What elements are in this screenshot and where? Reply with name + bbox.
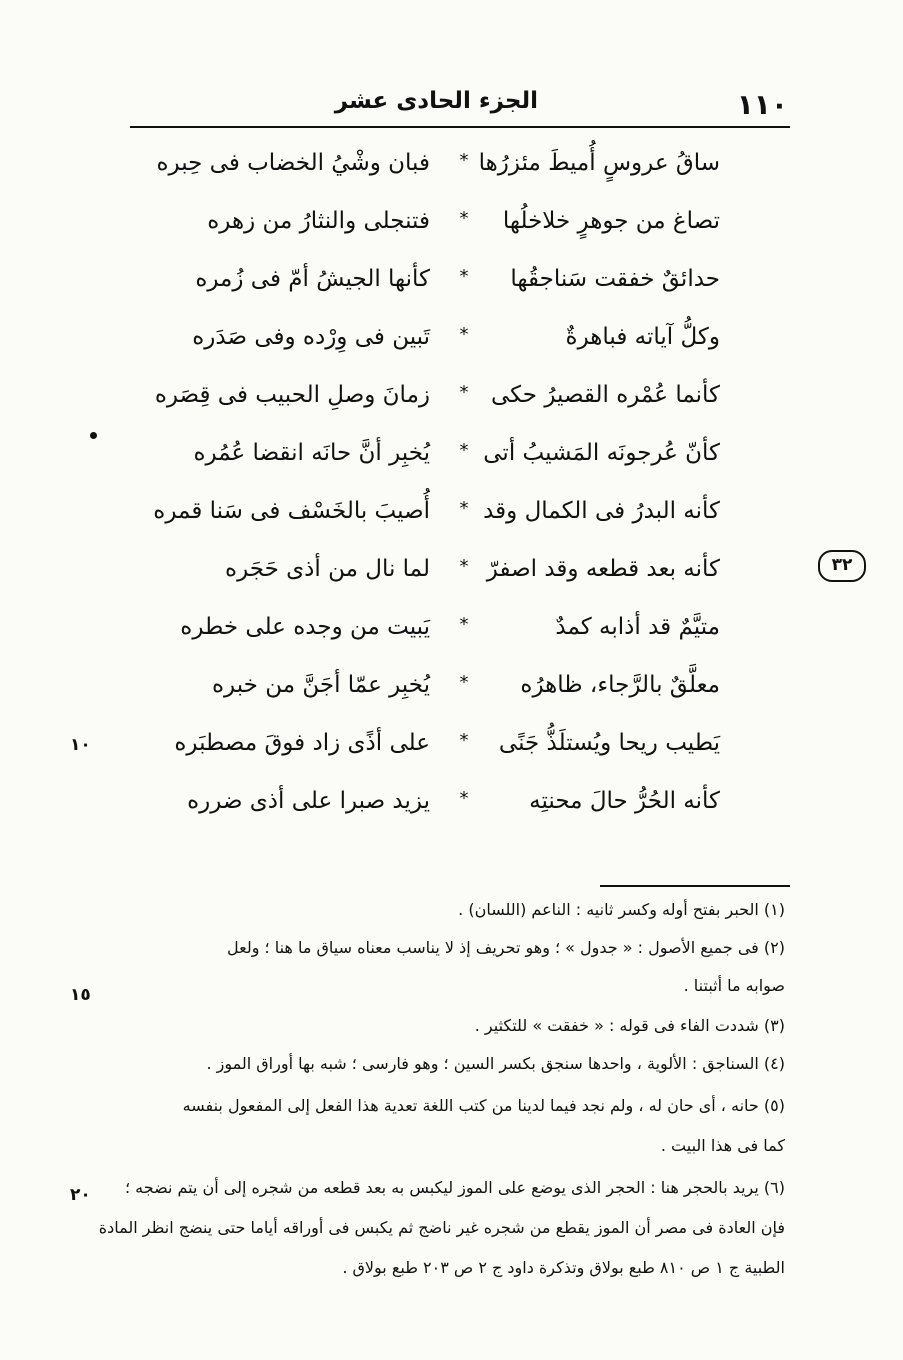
footnote: (٢) فى جميع الأصول : « جدول » ؛ وهو تحريف إذ لا يناسب معناه سياق ما هنا ؛ ولعل [227, 938, 785, 957]
first-hemistich: كأنه الحُرُّ حالَ محنتِه [529, 788, 720, 814]
footnote: (٥) حانه ، أى حان له ، ولم نجد فيما لدينا من كتب اللغة تعدية هذا الفعل إلى المفعول بنفسه [182, 1096, 785, 1115]
second-hemistich: كأنها الجيشُ أمّ فى زُمره [195, 266, 430, 292]
first-hemistich: كأنّ عُرجونَه المَشيبُ أتى [483, 440, 720, 466]
verse-separator: * [459, 150, 469, 171]
verse-separator: * [459, 382, 469, 403]
verse-separator: * [459, 324, 469, 345]
manuscript-page-badge: ٣٢ [818, 550, 866, 582]
verse-separator: * [459, 498, 469, 519]
first-hemistich: يَطيب ريحا ويُستلَذُّ جَنًى [498, 730, 720, 756]
first-hemistich: كأنه البدرُ فى الكمال وقد [483, 498, 720, 524]
second-hemistich: يُخبِر عمّا أجَنَّ من خبره [212, 672, 430, 698]
verse [174, 730, 720, 782]
first-hemistich: وكلُّ آياته فباهرةٌ [565, 324, 720, 350]
first-hemistich: متيَّمٌ قد أذابه كمدٌ [555, 614, 720, 640]
verse-separator: * [459, 788, 469, 809]
verse-separator: * [459, 614, 469, 635]
verse [200, 556, 720, 608]
verse-separator: * [459, 440, 469, 461]
margin-line-number: ٢٠ [70, 1185, 91, 1205]
verse [187, 788, 720, 840]
margin-line-number: ١٠ [70, 735, 91, 755]
first-hemistich: كأنه بعد قطعه وقد اصفرّ [486, 556, 720, 582]
verse [154, 382, 720, 434]
second-hemistich: زمانَ وصلِ الحبيب فى قِصَره [154, 382, 430, 408]
verse-separator: * [459, 266, 469, 287]
footnote-continuation: صوابه ما أثبتنا . [683, 976, 785, 995]
verse [195, 266, 720, 318]
first-hemistich: حدائقٌ خفقت سَناجقُها [510, 266, 720, 292]
second-hemistich: فتنجلى والنثارُ من زهره [207, 208, 430, 234]
second-hemistich: أُصيبَ بالخَسْف فى سَنا قمره [153, 498, 430, 524]
page-header [130, 88, 788, 126]
verse [156, 150, 720, 202]
page-number: ١١٠ [736, 88, 788, 121]
footnote-continuation: الطبية ج ١ ص ٨١٠ طبع بولاق وتذكرة داود ج ٢ ص ٢٠٣ طبع بولاق . [342, 1258, 785, 1277]
verse-separator: * [459, 556, 469, 577]
footnote: (٤) السناجق : الألوية ، واحدها سنجق بكسر السين ؛ وهو فارسى ؛ شبه بها أوراق الموز . [206, 1054, 785, 1073]
footnote-continuation: فإن العادة فى مصر أن الموز يقطع من شجره غير ناضج ثم يكبس فى أوراقه أياما حتى ينضج انظر المادة [98, 1218, 785, 1237]
verse [192, 324, 720, 376]
second-hemistich: على أذًى زاد فوقَ مصطبَره [174, 730, 430, 756]
verse [180, 614, 720, 666]
verse-separator: * [459, 730, 469, 751]
first-hemistich: كأنما عُمْره القصيرُ حكى [490, 382, 720, 408]
footnote: (٣) شددت الفاء فى قوله : « خفقت » للتكثير . [474, 1016, 785, 1035]
running-title: الجزء الحادى عشر [334, 88, 538, 114]
margin-line-number: ١٥ [70, 985, 91, 1005]
header-rule [130, 126, 790, 128]
footnote: (١) الحبر بفتح أوله وكسر ثانيه : الناعم (اللسان) . [458, 900, 785, 919]
second-hemistich: لما نال من أذى حَجَره [225, 556, 430, 582]
second-hemistich: يُخبِر أنَّ حانَه انقضا عُمُره [193, 440, 430, 466]
first-hemistich: تصاغ من جوهرٍ خلاخلُها [502, 208, 720, 234]
verse [200, 672, 720, 724]
verse [193, 440, 720, 492]
second-hemistich: يزيد صبرا على أذى ضرره [187, 788, 430, 814]
footnote: (٦) يريد بالحجر هنا : الحجر الذى يوضع على الموز ليكبس به بعد قطعه من شجره إلى أن يتم نضجه ؛ [125, 1178, 785, 1197]
second-hemistich: تَبين فى وِرْده وفى صَدَره [192, 324, 430, 350]
footnote-rule [600, 885, 790, 887]
verse-separator: * [459, 208, 469, 229]
second-hemistich: فبان وشْيُ الخضاب فى حِبره [156, 150, 430, 176]
verse [153, 498, 720, 550]
footnote-continuation: كما فى هذا البيت . [660, 1136, 785, 1155]
first-hemistich: ساقُ عروسٍ أُميطَ مئزرُها [478, 150, 720, 176]
verse [200, 208, 720, 260]
second-hemistich: يَبيت من وجده على خطره [180, 614, 430, 640]
verse-separator: * [459, 672, 469, 693]
margin-dot [90, 432, 97, 439]
first-hemistich: معلَّقٌ بالرَّجاء، ظاهرُه [520, 672, 720, 698]
